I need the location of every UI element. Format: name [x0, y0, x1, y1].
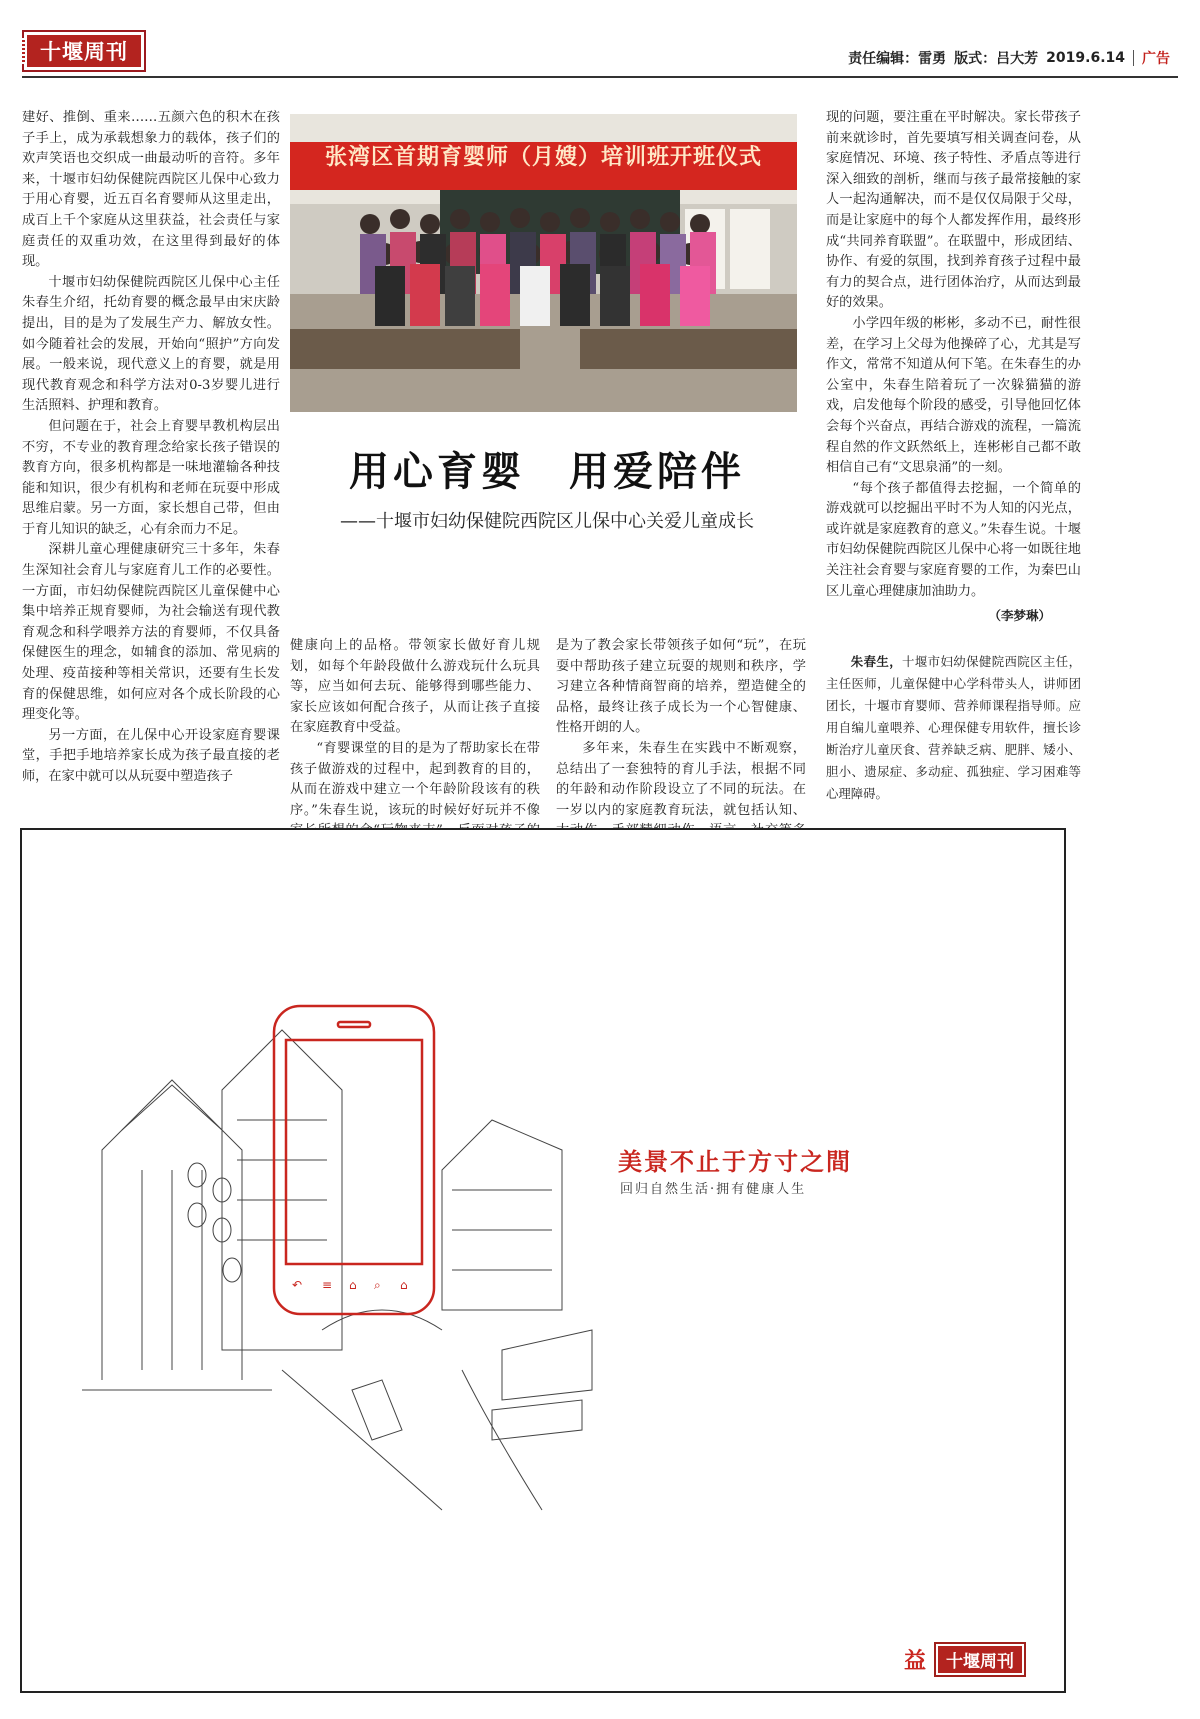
issue-date: 2019.6.14 [1046, 50, 1125, 66]
article-column-1 [22, 108, 280, 788]
ad-logo-mark: 益 [903, 1648, 926, 1674]
paragraph: 健康向上的品格。带领家长做好育儿规划，如每个年龄段做什么游戏玩什么玩具等，应当如何去玩、能够得到哪些能力、家长应该如何配合孩子，从而让孩子直接在家庭教育中受益。 [290, 638, 540, 736]
layout-credit: 版式：吕大芳 [954, 51, 1039, 67]
svg-text:⌂: ⌂ [349, 1278, 357, 1292]
ad-sketch-illustration [22, 830, 1066, 1693]
paragraph: 多年来，朱春生在实践中不断观察，总结出了一套独特的育儿手法，根据不同的年龄和动作阶段设立了不同的玩法。在一岁以内的家庭教育玩法，就包括认知、 [556, 740, 806, 818]
paragraph: “育婴课堂的目的是为了帮助家长在带孩子做游戏的过程中，起到教育的目的，从而在游戏中建立一个年龄阶段该有的秩序。”朱春生说，该玩的时候好好玩并不像 [290, 740, 540, 818]
paragraph: “每个孩子都值得去挖掘，一个简单的游戏就可以挖掘出平时不为人知的闪光点，或许就是家庭教育的意义。”朱春生说。十堰市妇幼保健院西院区儿保中心将一如既往地关注社会育婴与家庭育婴的工作，为秦巴山区儿童心理健康加油助力。 [826, 480, 1081, 599]
masthead-logo [22, 30, 146, 72]
svg-text:⌕: ⌕ [374, 1278, 381, 1292]
phone-nav-icons [292, 1278, 408, 1292]
masthead-title: 十堰周刊 [40, 39, 128, 64]
paragraph: 是为了教会家长带领孩子如何“玩”，在玩耍中帮助孩子建立玩耍的规则和秩序，学习建立各种情商智商的培养，塑造健全的品格，最终让孩子成长为一个心智健康、性格开朗的人。 [556, 638, 806, 736]
ad-logo-text: 十堰周刊 [938, 1646, 1022, 1673]
bio-name: 朱春生， [850, 653, 903, 669]
article-headline [290, 440, 804, 533]
masthead-dots [22, 38, 25, 64]
header-separator [1133, 50, 1134, 66]
paragraph: 深耕儿童心理健康研究三十多年，朱春生深知社会育儿与家庭育儿工作的必要性。一方面，市妇幼保健院西院区儿童保健中心集中培养正规育婴师，为社会输送有现代教育观念和科学喂养方法的育婴师，不仅具备保健医生的理念，如辅食的添加、常见病的处理、疫苗接种等相关常识，还要有生长发育的保健思维，如何应对各个成长阶段的心理变化等。 [22, 542, 280, 723]
paragraph: 现的问题，要注重在平时解决。家长带孩子前来就诊时，首先要填写相关调查问卷，从家庭情况、环境、孩子特性、矛盾点等进行深入细致的剖析，继而与孩子最常接触的家人一起沟通解决，而不是仅仅局限于父母，而是让家庭中的每个人都发挥作用，最终形成“共同养育联盟”。在联盟中，形成团结、协作、有爱的氛围，找到养育孩子过程中最有力的契合点，进行团体治疗，从而达到最好的效果。 [826, 110, 1081, 311]
section-label: 广告 [1142, 51, 1170, 67]
header-meta [848, 48, 1170, 68]
author-bio [826, 651, 1081, 805]
ad-slogan: 美景不止于方寸之間 [618, 1147, 852, 1176]
svg-text:≡: ≡ [322, 1278, 333, 1292]
bio-text: 十堰市妇幼保健院西院区主任，主任医师，儿童保健中心学科带头人，讲师团团长，十堰市育婴师、营养师课程指导师。应用自编儿童喂养、心理保健专用软件，擅长诊断治疗儿童厌食、营养缺乏病、肥胖、矮小、胆小、遗尿症、多动症、孤独症、学习困难等心理障碍。 [826, 653, 1081, 801]
paragraph: 建好、推倒、重来……五颜六色的积木在孩子手上，成为承载想象力的载体，孩子们的欢声笑语也交织成一曲最动听的音符。多年来，十堰市妇幼保健院西院区儿保中心致力于用心育婴，近五百名育婴师从这里走出，成百上千个家庭从这里获益，社会责任与家庭责任的双重功效，在这里得到最好的体现。 [22, 110, 280, 270]
article-subtitle: ——十堰市妇幼保健院西院区儿保中心关爱儿童成长 [340, 511, 754, 532]
editor-credit: 责任编辑：雷勇 [848, 51, 947, 67]
ad-logo [904, 1642, 1026, 1677]
article-byline: （李梦琳） [988, 608, 1051, 624]
paragraph: 小学四年级的彬彬，多动不已，耐性很差，在学习上父母为他操碎了心，尤其是写作文，常常不知道从何下笔。在朱春生的办公室中，朱春生陪着玩了一次躲猫猫的游戏，启发他每个阶段的感受，引导他回忆体会每个兴奋点，再结合游戏的流程，一篇流程自然的作文跃然纸上，连彬彬自己都不敢相信自己有“文思泉涌”的一刻。 [826, 315, 1081, 476]
photo-banner: 张湾区首期育婴师（月嫂）培训班开班仪式 [324, 145, 762, 170]
ad-logo-box [934, 1642, 1026, 1677]
svg-text:⌂: ⌂ [400, 1278, 408, 1292]
header-rule [22, 76, 1178, 78]
ad-subline: 回归自然生活·拥有健康人生 [620, 1182, 807, 1197]
paragraph: 另一方面，在儿保中心开设家庭育婴课堂，手把手地培养家长成为孩子最直接的老师，在家中就可以从玩耍中塑造孩子 [22, 727, 280, 784]
svg-text:↶: ↶ [292, 1278, 303, 1292]
advertisement [20, 828, 1066, 1693]
group-photo [290, 114, 797, 412]
article-title: 用心育婴 用爱陪伴 [349, 448, 745, 495]
article-column-4 [826, 108, 1081, 805]
paragraph: 但问题在于，社会上育婴早教机构层出不穷，不专业的教育理念给家长孩子错误的教育方向，很多机构都是一味地灌输各种技能和知识，很少有机构和老师在玩耍中形成思维启蒙。另一方面，家长想自己带，但由于育儿知识的缺乏，心有余而力不足。 [22, 418, 280, 537]
paragraph: 十堰市妇幼保健院西院区儿保中心主任朱春生介绍，托幼育婴的概念最早由宋庆龄提出，目的是为了发展生产力、解放女性。如今随着社会的发展，开始向“照护”方向发展。一般来说，现代意义上的育婴，就是用现代教育观念和科学方法对0-3岁婴儿进行生活照料、护理和教育。 [22, 274, 280, 414]
